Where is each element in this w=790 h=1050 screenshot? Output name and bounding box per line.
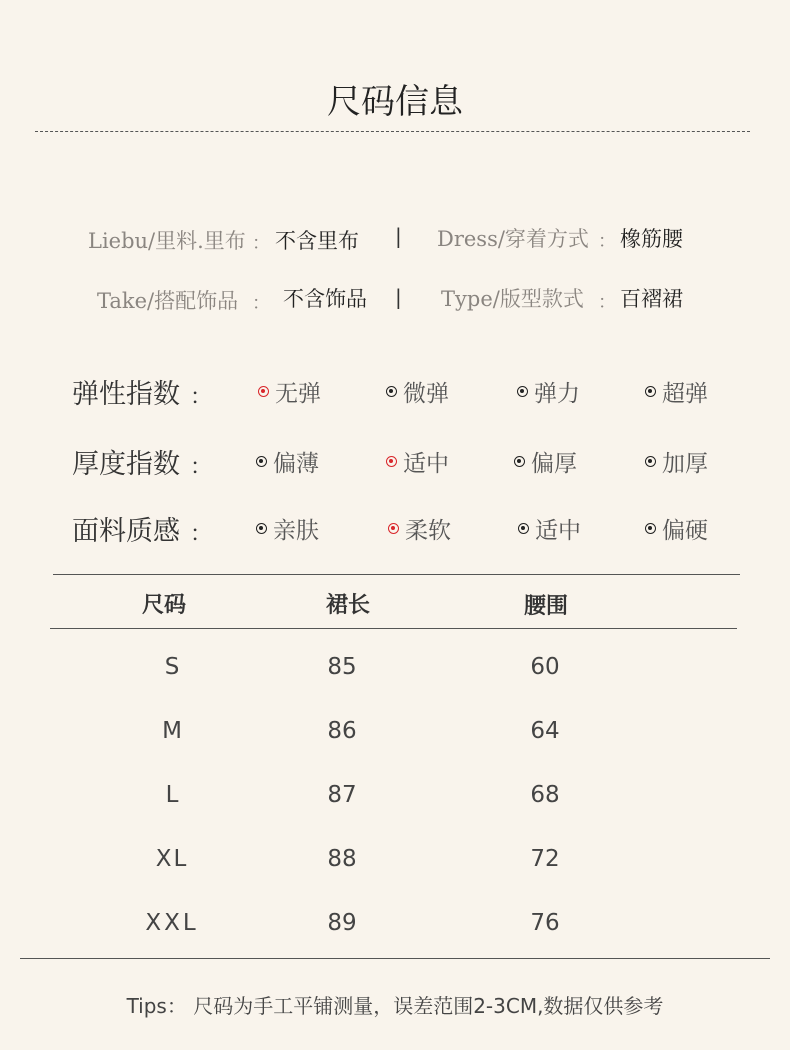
radio-icon (645, 386, 656, 397)
option-super-elastic[interactable]: 超弹 (645, 375, 708, 408)
radio-icon (256, 523, 267, 534)
radio-icon (645, 523, 656, 534)
option-moderate[interactable]: 适中 (518, 512, 581, 545)
option-elastic[interactable]: 弹力 (517, 375, 580, 408)
option-soft[interactable]: 柔软 (388, 512, 451, 545)
option-thick[interactable]: 偏厚 (514, 445, 577, 478)
cell-size: L (165, 782, 179, 808)
type-label: Type/版型款式 (441, 287, 584, 311)
option-none-elastic[interactable]: 无弹 (258, 375, 321, 408)
accessory-label: Take/搭配饰品 (97, 289, 239, 313)
thickness-label: 厚度指数 (72, 449, 180, 480)
dress-colon: ： (598, 231, 616, 252)
radio-selected-icon (386, 456, 397, 467)
table-header-border (50, 628, 737, 629)
cell-waist: 76 (530, 910, 560, 936)
accessory-value: 不含饰品 (283, 287, 367, 311)
radio-icon (517, 386, 528, 397)
elasticity-label: 弹性指数 (72, 379, 180, 410)
lining-value: 不含里布 (275, 229, 359, 253)
option-slight-elastic[interactable]: 微弹 (386, 375, 449, 408)
page-title: 尺码信息 (327, 82, 463, 122)
type-value: 百褶裙 (620, 287, 683, 311)
header-length: 裙长 (325, 592, 370, 618)
cell-size: M (162, 718, 182, 744)
cell-length: 89 (327, 910, 357, 936)
cell-size: XXL (145, 910, 199, 936)
header-size: 尺码 (141, 592, 186, 618)
lining-colon: ： (252, 233, 270, 254)
tips-text: Tips： 尺码为手工平铺测量，误差范围2-3CM,数据仅供参考 (126, 994, 664, 1018)
cell-waist: 64 (530, 718, 560, 744)
dress-value: 橡筋腰 (620, 227, 683, 251)
cell-waist: 68 (530, 782, 560, 808)
type-colon: ： (598, 292, 616, 313)
cell-waist: 60 (530, 654, 560, 680)
radio-selected-icon (258, 386, 269, 397)
texture-label: 面料质感 (72, 516, 180, 547)
cell-length: 86 (327, 718, 357, 744)
radio-icon (518, 523, 529, 534)
table-bottom-border (20, 958, 770, 959)
radio-icon (386, 386, 397, 397)
option-extra-thick[interactable]: 加厚 (645, 445, 708, 478)
accessory-colon: ： (252, 293, 270, 314)
info-separator: | (395, 224, 402, 248)
elasticity-colon: ： (190, 385, 213, 410)
option-skin-friendly[interactable]: 亲肤 (256, 512, 319, 545)
cell-size: XL (155, 846, 189, 872)
thickness-colon: ： (190, 455, 213, 480)
header-waist: 腰围 (523, 593, 568, 619)
cell-size: S (164, 654, 180, 680)
texture-colon: ： (190, 522, 213, 547)
option-thin[interactable]: 偏薄 (256, 445, 319, 478)
cell-waist: 72 (530, 846, 560, 872)
cell-length: 88 (327, 846, 357, 872)
radio-icon (514, 456, 525, 467)
lining-label: Liebu/里料.里布 (88, 229, 246, 253)
cell-length: 85 (327, 654, 357, 680)
dress-label: Dress/穿着方式 (437, 227, 589, 251)
option-stiff[interactable]: 偏硬 (645, 512, 708, 545)
radio-icon (645, 456, 656, 467)
cell-length: 87 (327, 782, 357, 808)
radio-icon (256, 456, 267, 467)
dashed-divider (35, 131, 750, 132)
info-separator: | (395, 285, 402, 309)
option-medium[interactable]: 适中 (386, 445, 449, 478)
table-top-border (53, 574, 740, 575)
radio-selected-icon (388, 523, 399, 534)
